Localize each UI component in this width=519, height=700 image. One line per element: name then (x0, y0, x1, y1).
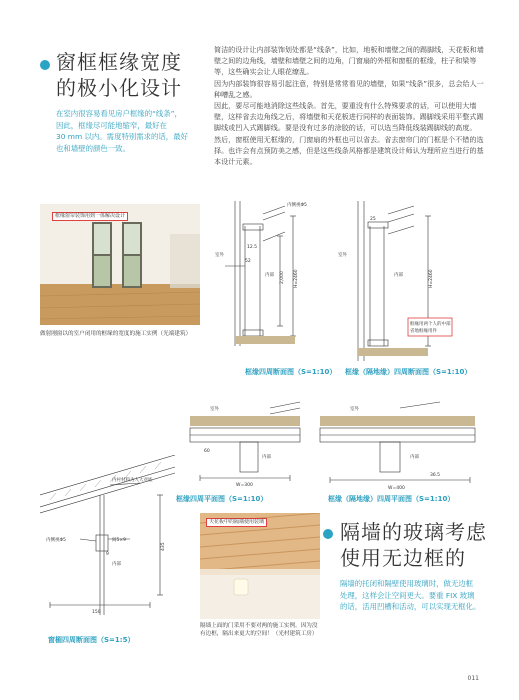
ceiling-photo (200, 513, 320, 619)
hidden-frame-section-caption: 框缘（隔地缘）四周断面图（S=1:10） (345, 368, 472, 376)
ceiling-photo-image (200, 513, 320, 619)
body-paragraph-4: 然后，窗框使用无框缘的，门窗扇的外框也可以省去。省去窗帘门的门框是个不错的选择。也许会有点预防美之感，但是这些线条风格都是建筑设计师认为理所应当进行的基本设计元素。 (214, 134, 484, 167)
section1-title-line2: 的极小化设计 (56, 76, 182, 100)
red-note-line2: 省地框缘用件 (410, 329, 437, 334)
drawing-label: H=2460 (294, 269, 299, 288)
intro-line: 在室内很容易看见房户框缘的“线条”， (56, 109, 182, 118)
frame-section-caption: 框缘四周断面图（S=1:10） (245, 368, 337, 376)
ceiling-photo-caption: 隔墙上面的门采用不要对两的施工实例。因为没有边框，隔出来更大的空间！（光村建筑工房） (200, 623, 318, 637)
section2-title-line2: 使用无边框的 (340, 546, 466, 570)
drawing-label: 60 (204, 449, 210, 454)
intro-line: 因此，框缘尽可能地缩窄，最好在 (56, 120, 167, 130)
intro-line: 隔墙的托闭和隔壁使用玻璃时，做无边框 (340, 579, 474, 588)
section2-title-line1: 隔墙的玻璃考虑 (340, 520, 487, 544)
drawing-label: 室外 (338, 253, 347, 258)
drawing-label: 内侧视Φ5 (46, 538, 66, 543)
drawing-label: 室外 (350, 407, 359, 412)
section2-intro (340, 578, 490, 613)
window-photo-caption: 做射刚窗以的室户闭用的框缘的宽度的施工实例（光端建筑） (40, 331, 192, 337)
drawing-label: H=2460 (429, 269, 434, 288)
intro-line: 处理，这样会让空间更大。要重 FIX 玻璃 (340, 590, 475, 600)
body-paragraph-1: 简洁的设计让内部装饰划处都是“线条”，比如，地板和墙壁之间的踢脚线，天花板和墙壁之间的边角线，墙壁和墙壁之间的边角，门窗扇的外框和窗框的框缘，柱子和梁等等，这些确实会让人眼花缭乱。 (214, 45, 484, 77)
frame-section-drawing (205, 196, 315, 356)
hidden-frame-section-drawing (318, 196, 478, 366)
frame-plan-caption: 框缘四周平面图（S=1:10） (176, 495, 268, 503)
drawing-label: 内部 (262, 455, 271, 460)
window-photo-image (40, 204, 200, 325)
drawing-label: 室外 (210, 407, 219, 412)
section-bullet-icon (40, 60, 50, 70)
drawing-label: 36.5 (430, 473, 441, 478)
intro-line: 30 mm 以内。需度特别需求的话，最好 (56, 132, 188, 141)
intro-line: 也和墙壁的颜色一致。 (56, 143, 130, 153)
body-paragraph-2: 因为内部装饰很容易引起注意，特别是常常看见的墙壁，如果“线条”很多，总会给人一种嘈乱之感。 (214, 78, 484, 99)
drawing-label: 150 (92, 610, 101, 615)
lintel-section-drawing (40, 455, 180, 625)
drawing-label: 内部 (112, 562, 121, 567)
drawing-label: 间5×9 (112, 538, 126, 543)
body-paragraph-3: 因此，要尽可能地消除这些线条。首先，要重没有什么特殊要求的话，可以使用大墙壁，这样省去边角线之后，将墙壁和天花板进行同样的表面装饰。踢脚线采用平整式踢脚线或凹入式踢脚线。要是没有过多的涂胶的话，可以选当降低线装踢脚线的高度。 (214, 101, 484, 133)
window-photo-tag: 框缘窗帘装饰用到一体解决设计 (52, 212, 128, 221)
hidden-frame-plan-caption: 框缘（隔地缘）四周平面图（S=1:10） (328, 495, 455, 503)
drawing-label: 内部 (265, 273, 274, 278)
section-bullet-icon (323, 529, 333, 539)
drawing-label: W=300 (236, 483, 253, 488)
frame-plan-drawing (180, 388, 310, 498)
drawing-label: 内侧视Φ5 (287, 203, 307, 208)
drawing-label: 9 (106, 552, 109, 557)
section1-title-line1: 窗框框缘宽度 (56, 50, 182, 74)
drawing-label: 内部 (394, 273, 403, 278)
hidden-frame-plan-drawing (310, 388, 485, 498)
drawing-label: 52 (245, 259, 251, 264)
drawing-label: 内衬材料为人大对底 (112, 478, 153, 483)
body-text (214, 44, 484, 167)
drawing-label: 12.5 (247, 245, 258, 250)
drawing-label: 2,000 (280, 271, 285, 284)
page-number: 011 (467, 675, 479, 682)
ceiling-photo-tag: 天花板中的隔墙使用装璃 (206, 518, 267, 527)
intro-line: 的话，活用凹槽和活动，可以实现无框化。 (340, 602, 481, 611)
red-note-line1: 框缘用两个人的中部 (410, 322, 451, 327)
drawing-label: 435 (161, 542, 166, 551)
window-photo (40, 204, 200, 325)
lintel-section-caption: 窗楣四周断面图（S=1:5） (48, 636, 135, 644)
drawing-label: 内部 (410, 455, 419, 460)
drawing-label: W=400 (388, 486, 405, 491)
drawing-label: 25 (370, 217, 376, 222)
drawing-label: 室外 (215, 253, 224, 258)
section1-intro (56, 108, 206, 154)
